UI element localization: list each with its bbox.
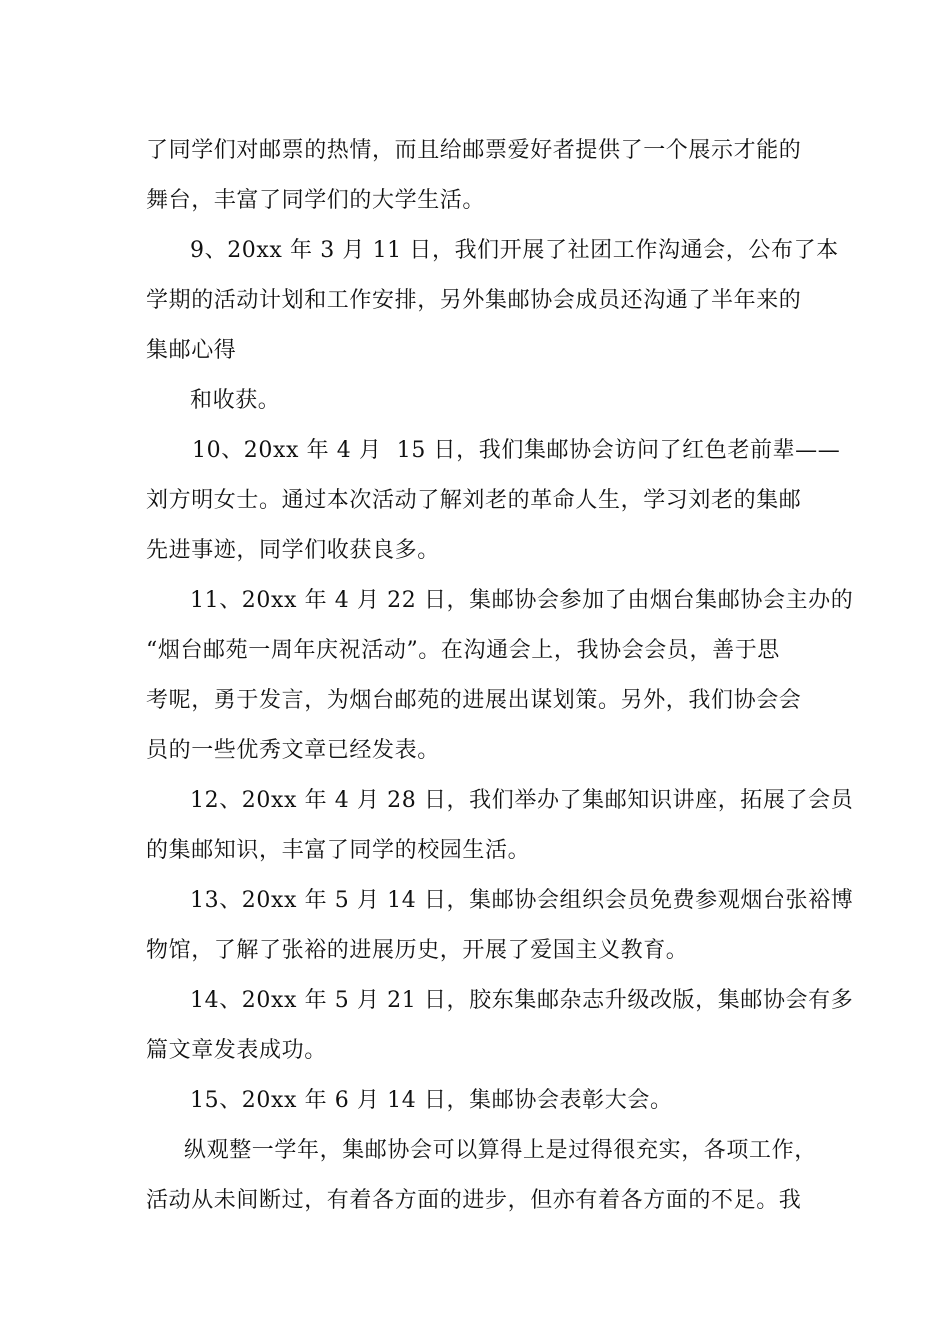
text-line: 员的一些优秀文章已经发表。 [146, 738, 440, 763]
text-line: 学期的活动计划和工作安排，另外集邮协会成员还沟通了半年来的 [146, 288, 802, 313]
text-line: 13、20xx 年 5 月 14 日，集邮协会组织会员免费参观烟台张裕博 [190, 888, 854, 913]
text-line: 纵观整一学年，集邮协会可以算得上是过得很充实，各项工作， [184, 1138, 817, 1163]
text-line: 和收获。 [190, 388, 281, 413]
text-line: 10、20xx 年 4 月 15 日，我们集邮协会访问了红色老前辈—— [192, 438, 841, 463]
text-line: 的集邮知识，丰富了同学的校园生活。 [146, 838, 531, 863]
text-line: 舞台，丰富了同学们的大学生活。 [146, 188, 486, 213]
text-line: 11、20xx 年 4 月 22 日，集邮协会参加了由烟台集邮协会主办的 [190, 588, 854, 613]
text-line: 了同学们对邮票的热情，而且给邮票爱好者提供了一个展示才能的 [146, 138, 802, 163]
text-line: 先进事迹，同学们收获良多。 [146, 538, 440, 563]
text-line: 篇文章发表成功。 [146, 1038, 327, 1063]
text-line: 物馆，了解了张裕的进展历史，开展了爱国主义教育。 [146, 938, 689, 963]
text-line: 刘方明女士。通过本次活动了解刘老的革命人生，学习刘老的集邮 [146, 488, 802, 513]
text-line: 集邮心得 [146, 338, 237, 363]
text-line: 15、20xx 年 6 月 14 日，集邮协会表彰大会。 [190, 1088, 673, 1113]
text-line: “烟台邮苑一周年庆祝活动”。在沟通会上，我协会会员，善于思 [146, 638, 780, 663]
text-line: 活动从未间断过，有着各方面的进步，但亦有着各方面的不足。我 [146, 1188, 802, 1213]
text-line: 12、20xx 年 4 月 28 日，我们举办了集邮知识讲座，拓展了会员 [190, 788, 854, 813]
text-line: 14、20xx 年 5 月 21 日，胶东集邮杂志升级改版，集邮协会有多 [190, 988, 854, 1013]
text-line: 9、20xx 年 3 月 11 日，我们开展了社团工作沟通会，公布了本 [190, 238, 839, 263]
text-line: 考呢，勇于发言，为烟台邮苑的进展出谋划策。另外，我们协会会 [146, 688, 802, 713]
